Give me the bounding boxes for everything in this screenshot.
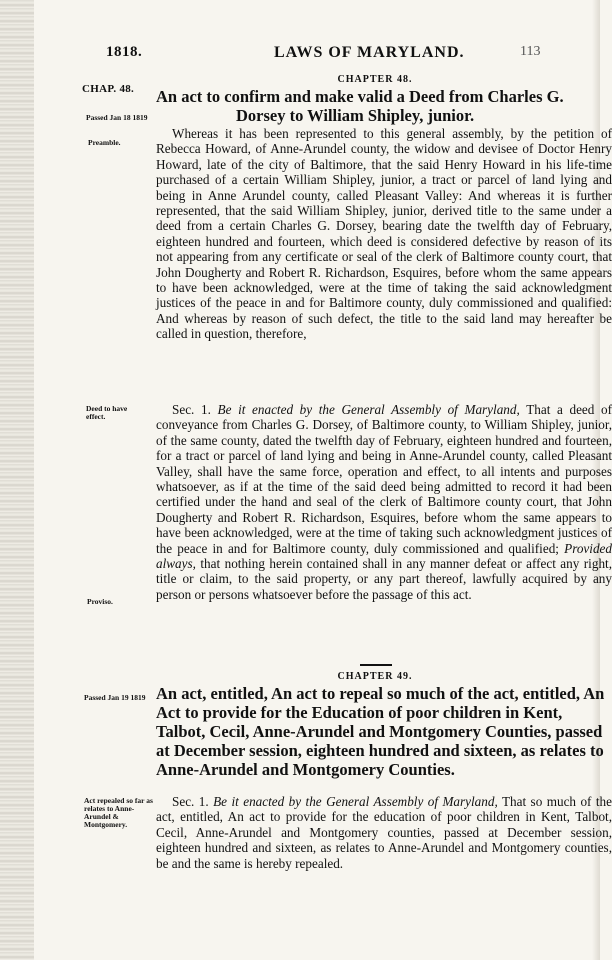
section-label: Sec. 1. [172, 402, 211, 417]
page-year: 1818. [106, 44, 143, 60]
chapter-48-passed-note: Passed Jan 18 1819 [86, 113, 148, 122]
chapter-49-section-1 [156, 794, 612, 871]
repeal-note: Act repealed so far as relates to Anne-Arundel & Montgomery. [84, 796, 153, 829]
chapter-48-preamble: Whereas it has been represented to this general assembly, by the petition of Rebecca Howard, of Anne-Arundel county, the widow and devisee of Doctor Henry Howard, late of the city of Baltimore, that the said Henry Howard in his life-time purchased of a certain William Shipley, junior, a tract or parcel of land lying and being in Anne Arundel county, called Pleasant Valley: And whereas it is further represented, that the said William Shipley, junior, derived title to the same under a deed from a certain Charles G. Dorsey, bearing date the twelfth day of February, eighteen hundred and fourteen, which deed is considered defective by reason of its not appearing from any certificate or seal of the clerk of Baltimore county court, that John Dougherty and Robert R. Richardson, Esquires, before whom the same appears to have been acknowledged, were at the time of taking the said acknowledgment justices of the peace in and for Baltimore county, duly commissioned and qualified: And whereas by reason of such defect, the title to the said land may hereafter be called in question, therefore, [156, 126, 612, 342]
page-header [0, 44, 600, 68]
section-text: That a deed of conveyance from Charles G. Dorsey, of Baltimore county, to William Shipley, junior, of the same county, dated the twelfth day of February, eighteen hundred and fourteen, for a tract or parcel of land lying and being in Anne-Arundel county, called Pleasant Valley, shall have the same force, operation and effect, to all intents and purposes whatsoever, as if at the time of the said deed being admitted to record it had been certified under the hand and seal of the clerk of Baltimore county court, that John Dougherty and Robert R. Richardson, Esquires, before whom the same appears to have been acknowledged, were at the time of taking such acknowledgment justices of the peace in and for Baltimore county, duly commissioned and qualified; [156, 402, 612, 556]
chapter-48-label: CHAP. 48. [82, 83, 135, 95]
chapter-48-title-line2: Dorsey to William Shipley, junior. [236, 106, 475, 125]
proviso-text: that nothing herein contained shall in any manner defeat or affect any right, title or claim, to the said property, or any part thereof, lawfully acquired by any person or persons whatsoever before the passage of this act. [156, 556, 612, 602]
chapter-49-passed-note: Passed Jan 19 1819 [84, 693, 146, 702]
deed-effect-note: Deed to have effect. [86, 404, 128, 421]
enacting-clause: Be it enacted by the General Assembly of Maryland, [213, 794, 498, 809]
chapter-49-title: An act, entitled, An act to repeal so much of the act, entitled, An Act to provide for the Education of poor children in Kent, Talbot, Cecil, Anne-Arundel and Montgomery Counties, passed at December session, eighteen hundred and sixteen, as relates to Anne-Arundel and Montgomery Counties. [156, 684, 605, 779]
scanned-page-edge [0, 0, 34, 960]
enacting-clause: Be it enacted by the General Assembly of Maryland, [217, 402, 520, 417]
chapter-48-title [156, 87, 612, 125]
chapter-48-heading: CHAPTER 48. [337, 74, 413, 85]
section-text: That so much of the act, entitled, An act to provide for the education of poor children in Kent, Talbot, Cecil, Anne-Arundel and Montgomery counties, passed at December session, eighteen hundred and sixteen, as relates to Anne-Arundel and Montgomery counties, be and the same is hereby repealed. [156, 794, 612, 871]
page-number: 113 [520, 44, 541, 59]
chapter-48-title-line1: An act to confirm and make valid a Deed from Charles G. [156, 87, 564, 106]
chapter-48-section-1 [156, 402, 612, 602]
section-label: Sec. 1. [172, 794, 209, 809]
proviso-label: Provided always, [156, 540, 612, 572]
proviso-note: Proviso. [87, 597, 113, 606]
running-title: LAWS OF MARYLAND. [274, 44, 465, 61]
preamble-note: Preamble. [88, 138, 121, 147]
chapter-divider-rule [360, 664, 392, 666]
chapter-49-heading: CHAPTER 49. [337, 671, 413, 682]
